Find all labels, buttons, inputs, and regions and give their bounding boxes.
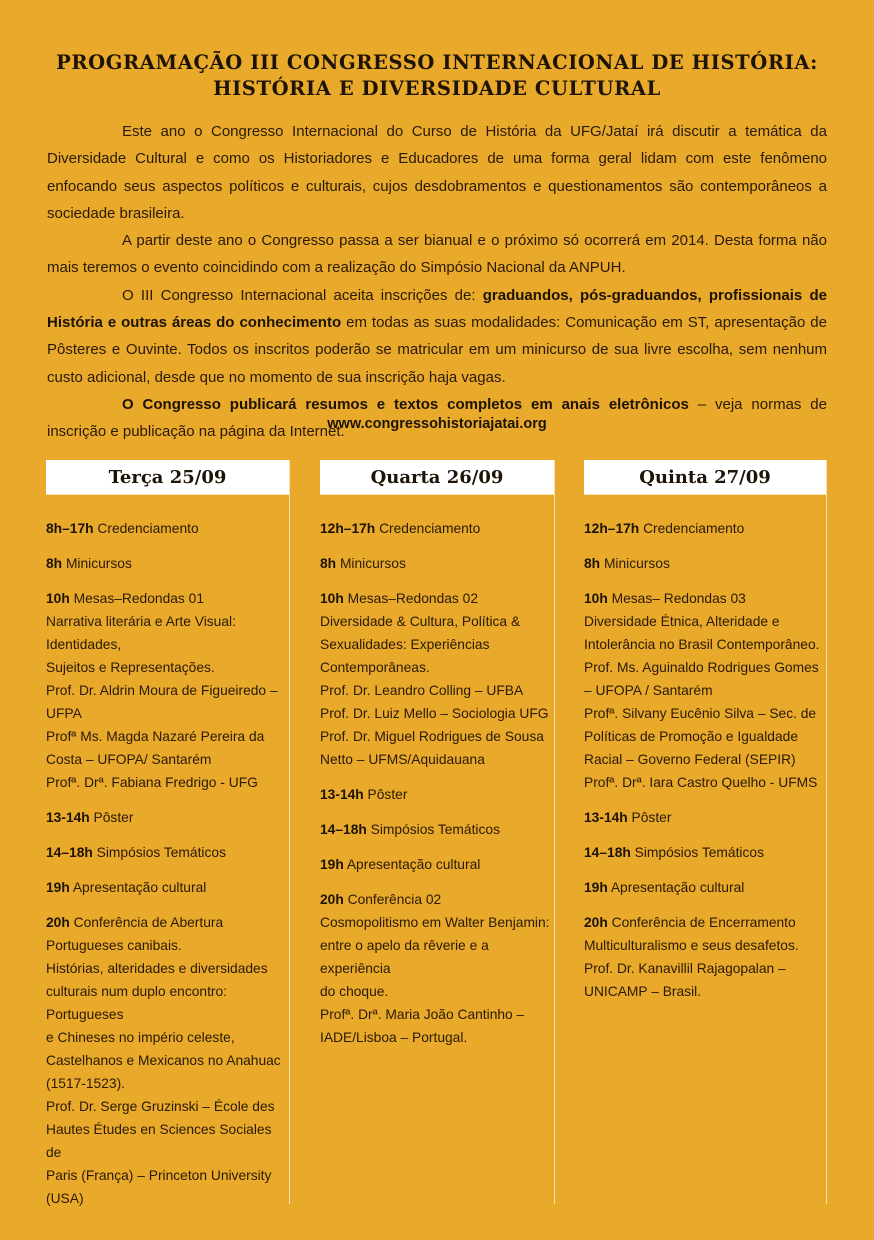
schedule-detail-line: Portugueses [46,1007,124,1022]
schedule-item-heading [320,853,554,876]
schedule-detail-line: Prof. Dr. Luiz Mello – Sociologia UFG [320,706,549,721]
schedule-activity: Minicursos [600,556,670,571]
schedule-detail-line: Castelhanos e Mexicanos no Anahuac [46,1053,281,1068]
schedule-item [46,806,289,829]
schedule-time: 8h [584,556,601,571]
schedule-activity: Conferência de Encerramento [607,915,796,930]
schedule-list-quarta [320,495,554,1049]
schedule-time: 10h [320,591,344,606]
schedule-activity: Apresentação cultural [343,857,481,872]
schedule-activity: Conferência 02 [343,892,442,907]
schedule-item-heading [46,552,289,575]
schedule-item [584,552,826,575]
schedule-detail-line: Políticas de Promoção e Igualdade [584,729,798,744]
schedule-detail-line: Profª. Silvany Eucênio Silva – Sec. de [584,706,817,721]
page-title [0,50,874,102]
schedule-item-heading [584,876,826,899]
schedule-detail-line: (USA) [46,1191,84,1206]
schedule-item-heading [584,552,826,575]
schedule-detail-line: UNICAMP – Brasil. [584,984,702,999]
schedule-detail-line: e Chineses no império celeste, [46,1030,235,1045]
schedule-item [320,853,554,876]
schedule-time: 19h [46,880,70,895]
schedule-detail-line: Sexualidades: Experiências [320,637,490,652]
schedule-item-heading [46,841,289,864]
schedule-activity: Apresentação cultural [607,880,745,895]
schedule-item-heading [320,888,554,911]
schedule-detail-line: Narrativa literária e Arte Visual: [46,614,236,629]
schedule-detail-line: Diversidade & Cultura, Política & [320,614,521,629]
schedule-time: 19h [584,880,608,895]
schedule-item [320,517,554,540]
schedule-detail-line: UFPA [46,706,82,721]
schedule-item-heading [320,818,554,841]
schedule-time: 12h–17h [584,521,640,536]
schedule-detail-line: Prof. Dr. Kanavillil Rajagopalan – [584,961,786,976]
schedule-detail-line: Hautes Études en Sciences Sociales de [46,1122,272,1160]
schedule-activity: Simpósios Temáticos [92,845,226,860]
schedule-time: 14–18h [320,822,367,837]
schedule-item [46,841,289,864]
schedule-list-quinta [584,495,826,1003]
schedule-time: 20h [320,892,344,907]
schedule-item [46,587,289,794]
schedule-activity: Mesas–Redondas 02 [343,591,479,606]
schedule-activity: Pôster [89,810,134,825]
schedule-item-heading [46,911,289,934]
title-line-2: HISTÓRIA E DIVERSIDADE CULTURAL [213,77,661,100]
schedule-item [584,587,826,794]
schedule-detail-line: Multiculturalismo e seus desafetos. [584,938,799,953]
column-header-quinta: Quinta 27/09 [584,460,826,495]
schedule-activity: Credenciamento [639,521,745,536]
schedule-detail-line: Profª. Drª. Maria João Cantinho – [320,1007,525,1022]
schedule-detail-line: Prof. Dr. Aldrin Moura de Figueiredo – [46,683,278,698]
schedule-time: 20h [46,915,70,930]
schedule-detail-line: IADE/Lisboa – Portugal. [320,1030,468,1045]
schedule-list-terca [46,495,289,1210]
schedule-detail-line: Costa – UFOPA/ Santarém [46,752,212,767]
intro-paragraph-1: Este ano o Congresso Internacional do Curso de História da UFG/Jataí irá discutir a temática da Diversidade Cultural e como os Historiadores e Educadores de uma forma geral lidam com este fenômeno enfocando seus aspectos políticos e culturais, cujos desdobramentos e questionamentos são contemporâneos a sociedade brasileira. [47,123,827,222]
column-header-terca: Terça 25/09 [46,460,289,495]
schedule-item-heading [320,783,554,806]
intro-p4-bold: O Congresso publicará resumos e textos completos em anais eletrônicos [122,395,689,413]
schedule-activity: Credenciamento [375,521,481,536]
schedule-detail-line: Netto – UFMS/Aquidauana [320,752,485,767]
column-terca [46,460,290,1204]
schedule-detail-line: Contemporâneas. [320,660,430,675]
schedule-activity: Mesas– Redondas 03 [607,591,746,606]
schedule-detail-line: Prof. Dr. Serge Gruzinski – École des [46,1099,275,1114]
intro-p3-text-c: em todas as suas modalidades: Comunicação em ST, apresentação de Pôsteres e Ouvinte. Todos os inscritos poderão se matricular em um minicurso de sua livre escolha, sem nenhum custo adicional, desde que no momento de sua inscrição haja vagas. [47,314,827,386]
schedule-detail-line: Portugueses canibais. [46,938,182,953]
schedule-activity: Simpósios Temáticos [630,845,764,860]
schedule-detail-line: entre o apelo da rêverie e a experiência [320,938,489,976]
schedule-item [46,552,289,575]
schedule-item-heading [584,517,826,540]
schedule-activity: Apresentação cultural [69,880,207,895]
schedule-detail-line: Paris (França) – Princeton University [46,1168,272,1183]
schedule-item [584,517,826,540]
schedule-item [320,818,554,841]
schedule-time: 13-14h [584,810,628,825]
schedule-detail-line: Racial – Governo Federal (SEPIR) [584,752,796,767]
schedule-time: 14–18h [46,845,93,860]
schedule-detail-line: Sujeitos e Representações. [46,660,215,675]
schedule-item-heading [584,587,826,610]
schedule-item [46,517,289,540]
title-line-1: PROGRAMAÇÃO III CONGRESSO INTERNACIONAL DE HISTÓRIA: [56,51,818,74]
schedule-activity: Simpósios Temáticos [366,822,500,837]
schedule-time: 14–18h [584,845,631,860]
schedule-time: 19h [320,857,344,872]
schedule-time: 20h [584,915,608,930]
schedule-activity: Pôster [363,787,408,802]
intro-paragraph-2: A partir deste ano o Congresso passa a ser bianual e o próximo só ocorrerá em 2014. Desta forma não mais teremos o evento coincidindo com a realização do Simpósio Nacional da ANPUH. [47,232,827,277]
schedule-activity: Minicursos [336,556,406,571]
schedule-item-heading [320,552,554,575]
schedule-item-heading [584,911,826,934]
schedule-detail-line: Prof. Dr. Leandro Colling – UFBA [320,683,524,698]
schedule-detail-line: Diversidade Étnica, Alteridade e [584,614,780,629]
schedule-detail-line: Profª. Drª. Fabiana Fredrigo - UFG [46,775,258,790]
schedule-detail-line: Identidades, [46,637,122,652]
schedule-time: 13-14h [46,810,90,825]
schedule-detail-line: Profª Ms. Magda Nazaré Pereira da [46,729,265,744]
schedule-item [320,587,554,771]
intro-p3-bold: graduandos, pós-graduandos, profissionais de História e outras áreas do conhecimento [47,286,827,332]
schedule-time: 8h–17h [46,521,94,536]
schedule-detail-line: Profª. Drª. Iara Castro Quelho - UFMS [584,775,818,790]
schedule-detail-line: Prof. Dr. Miguel Rodrigues de Sousa [320,729,544,744]
intro-paragraph-3 [47,282,827,391]
schedule-detail-line: culturais num duplo encontro: [46,984,227,999]
schedule-time: 8h [320,556,337,571]
schedule-item-heading [584,806,826,829]
schedule-activity: Mesas–Redondas 01 [69,591,205,606]
schedule-item-heading [46,876,289,899]
schedule-item [46,876,289,899]
intro-text [47,118,827,446]
schedule-item-heading [46,587,289,610]
schedule-time: 8h [46,556,63,571]
schedule-detail-line: do choque. [320,984,389,999]
schedule-activity: Credenciamento [93,521,199,536]
schedule-item [320,552,554,575]
schedule-item [320,783,554,806]
schedule-detail-line: Histórias, alteridades e diversidades [46,961,268,976]
schedule-item [320,888,554,1049]
schedule-item [584,911,826,1003]
schedule-item-heading [584,841,826,864]
schedule-detail-line: Intolerância no Brasil Contemporâneo. [584,637,820,652]
schedule-item [46,911,289,1210]
column-quinta [584,460,827,1204]
schedule-item-heading [320,587,554,610]
schedule-item [584,806,826,829]
website-url[interactable]: www.congressohistoriajatai.org [327,416,547,432]
column-quarta [320,460,555,1204]
intro-p3-text-a: O III Congresso Internacional aceita inscrições de: [122,286,483,304]
schedule-item-heading [46,517,289,540]
schedule-detail-line: Prof. Ms. Aguinaldo Rodrigues Gomes [584,660,819,675]
schedule-activity: Conferência de Abertura [69,915,224,930]
schedule-time: 12h–17h [320,521,376,536]
schedule-time: 10h [584,591,608,606]
schedule-time: 10h [46,591,70,606]
schedule-item [584,841,826,864]
schedule-detail-line: – UFOPA / Santarém [584,683,713,698]
schedule-item-heading [46,806,289,829]
schedule-item [584,876,826,899]
intro-p4-text: – veja normas de inscrição e publicação na página da Internet. [47,395,827,441]
schedule-activity: Minicursos [62,556,132,571]
schedule-item-heading [320,517,554,540]
schedule-detail-line: Cosmopolitismo em Walter Benjamin: [320,915,550,930]
schedule-time: 13-14h [320,787,364,802]
schedule-detail-line: (1517-1523). [46,1076,126,1091]
schedule-activity: Pôster [627,810,672,825]
column-header-quarta: Quarta 26/09 [320,460,554,495]
